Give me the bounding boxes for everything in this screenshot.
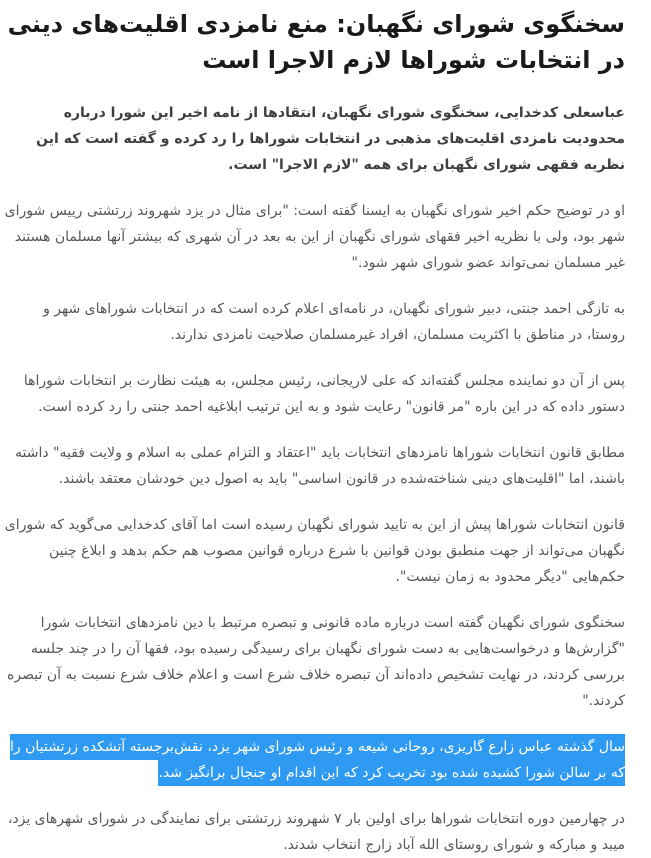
article-lede: عباسعلی کدخدایی، سخنگوی شورای نگهبان، انتقادها از نامه اخیر این شورا درباره محدودیت نامزدی اقلیت‌های مذهبی در انتخابات شوراها را رد کرده و گفته است که این نظریه فقهی شورای نگهبان برای همه "لازم الاجرا" است. <box>36 105 625 173</box>
text-selection-highlight: سال گذشته عباس زارع گاریزی، روحانی شیعه و رئیس شورای شهر یزد، نقش‌برجسته آتشکده زرتشتیان را که بر سالن شورا کشیده شده بود تخریب کرد که این اقدام او جنجال برانگیز شد. <box>10 734 625 786</box>
article-headline: سخنگوی شورای نگهبان: منع نامزدی اقلیت‌های دینی در انتخابات شوراها لازم الاجرا است <box>7 10 625 74</box>
article-paragraph-6: سخنگوی شورای نگهبان گفته است درباره ماده قانونی و تبصره مرتبط با دین نامزدهای انتخابات شورا "گزارش‌ها و درخواست‌هایی به دست شورای نگهبان برای رسیدگی رسیده بود، فقها آن را در چند جلسه بررسی کردند، در نهایت تشخیص داده‌اند آن تبصره خلاف شرع است و اعلام خلاف شرع نسبت به آن تبصره کردند." <box>7 615 625 709</box>
article-paragraph-4: مطابق قانون انتخابات شوراها نامزدهای انتخابات باید "اعتقاد و التزام عملی به اسلام و ولایت فقیه" داشته باشند، اما "اقلیت‌های دینی شناخته‌شده در قانون اساسی" باید به اصول دین خودشان معتقد باشند. <box>15 445 625 487</box>
article-paragraph-3: پس از آن دو نماینده مجلس گفته‌اند که علی لاریجانی، رئیس مجلس، به هیئت نظارت بر انتخابات شوراها دستور داده که در این باره "مر قانون" رعایت شود و به این ترتیب ابلاغیه احمد جنتی را رد کرده است. <box>23 373 625 415</box>
article-paragraph-1: او در توضیح حکم اخیر شورای نگهبان به ایسنا گفته است: "برای مثال در یزد شهروند زرتشتی رییس شورای شهر بود، ولی با نظریه اخیر فقهای شورای نگهبان از این به بعد در آن شهری که بیشتر آنها مسلمان هستند غیر مسلمان نمی‌تواند عضو شورای شهر شود." <box>4 203 625 271</box>
highlighted-paragraph <box>2 734 625 786</box>
article-paragraph-5: قانون انتخابات شوراها پیش از این به تایید شورای نگهبان رسیده است اما آقای کدخدایی می‌گوید که شورای نگهبان می‌تواند از جهت منطبق بودن قوانین با شرع درباره قوانین مصوب هم حکم بدهد و ابلاغ چنین حکم‌هایی "دیگر محدود به زمان نیست". <box>4 517 625 585</box>
article-closing-paragraph: در چهارمین دوره انتخابات شوراها برای اولین بار ۷ شهروند زرتشتی برای نمایندگی در شورای شهرهای یزد، میبد و مبارکه و شورای روستای الله آباد زارج انتخاب شدند. <box>7 811 625 853</box>
article-paragraph-2: به تازگی احمد جنتی، دبیر شورای نگهبان، در نامه‌ای اعلام کرده است که در انتخابات شوراهای شهر و روستا، در مناطق با اکثریت مسلمان، افراد غیرمسلمان صلاحیت نامزدی ندارند. <box>43 301 625 343</box>
